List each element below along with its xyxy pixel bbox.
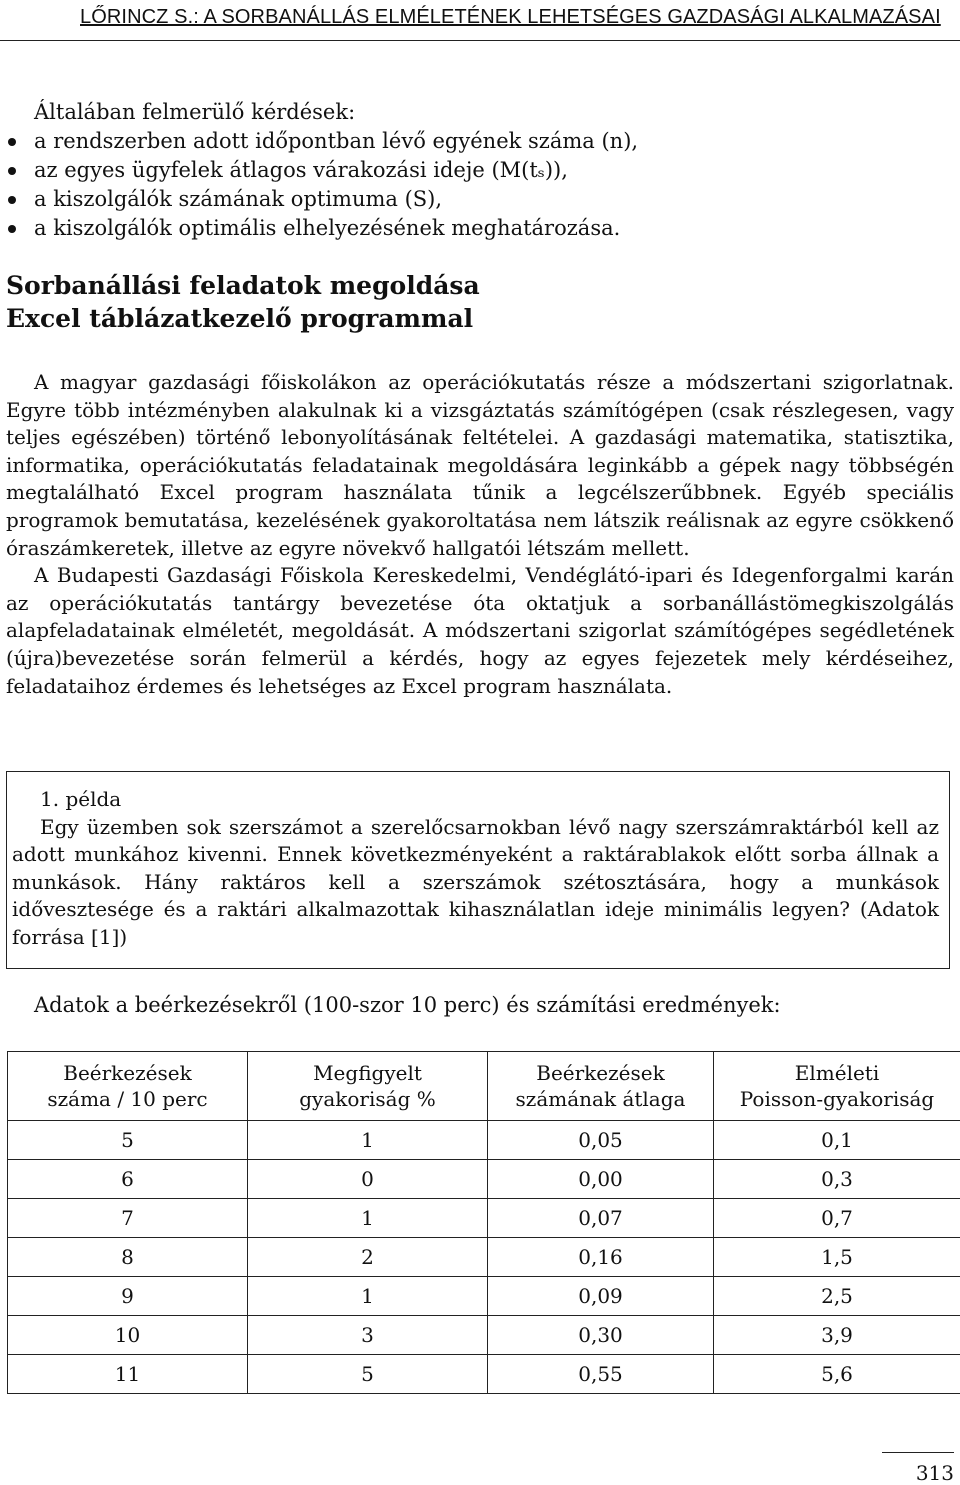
table-cell: 0,05 xyxy=(488,1121,714,1160)
table-cell: 2,5 xyxy=(714,1277,960,1316)
table-cell: 7 xyxy=(8,1199,248,1238)
table-row xyxy=(8,1199,960,1238)
column-header-line: száma / 10 perc xyxy=(47,1087,207,1111)
table-cell: 0,00 xyxy=(488,1160,714,1199)
table-cell: 5 xyxy=(8,1121,248,1160)
column-header-line: Beérkezések xyxy=(536,1061,664,1085)
example-box xyxy=(6,771,950,969)
table-header-row xyxy=(8,1052,960,1121)
list-item: a kiszolgálók optimális elhelyezésének meghatározása. xyxy=(6,214,956,243)
example-text: Egy üzemben sok szerszámot a szerelőcsarnokban lévő nagy szerszámraktárból kell az adott munkához kivenni. Ennek következményeként a raktárablakok előtt sorba állnak a munkások. Hány raktáros kell a szerszámok szétosztására, hogy a munkások idővesztesége és a raktári alkalmazottak kihasználatlan ideje minimális legyen? (Adatok forrása [1]) xyxy=(12,814,939,952)
section-title xyxy=(6,269,480,335)
running-header-title: LŐRINCZ S.: A SORBANÁLLÁS ELMÉLETÉNEK LEHETSÉGES GAZDASÁGI ALKALMAZÁSAI xyxy=(80,6,941,29)
table-cell: 11 xyxy=(8,1355,248,1394)
column-header xyxy=(248,1052,488,1121)
table-cell: 0,16 xyxy=(488,1238,714,1277)
table-cell: 9 xyxy=(8,1277,248,1316)
table-cell: 0,7 xyxy=(714,1199,960,1238)
column-header xyxy=(8,1052,248,1121)
column-header-line: Poisson-gyakoriság xyxy=(740,1087,934,1111)
table-cell: 0,09 xyxy=(488,1277,714,1316)
questions-block xyxy=(6,98,956,243)
table-cell: 0,55 xyxy=(488,1355,714,1394)
column-header-line: Megfigyelt xyxy=(313,1061,422,1085)
list-item: a rendszerben adott időpontban lévő egyének száma (n), xyxy=(6,127,956,156)
table-cell: 3,9 xyxy=(714,1316,960,1355)
questions-list xyxy=(6,127,956,243)
list-item: az egyes ügyfelek átlagos várakozási ideje (M(tₛ)), xyxy=(6,156,956,185)
body-text xyxy=(6,369,954,700)
example-title: 1. példa xyxy=(40,786,939,814)
table-row xyxy=(8,1277,960,1316)
column-header-line: Beérkezések xyxy=(63,1061,191,1085)
table-cell: 0,30 xyxy=(488,1316,714,1355)
table-cell: 1 xyxy=(248,1277,488,1316)
column-header-line: Elméleti xyxy=(795,1061,879,1085)
table-cell: 8 xyxy=(8,1238,248,1277)
table-cell: 0 xyxy=(248,1160,488,1199)
table-cell: 1 xyxy=(248,1121,488,1160)
column-header xyxy=(488,1052,714,1121)
page-number: 313 xyxy=(882,1452,954,1485)
list-item: a kiszolgálók számának optimuma (S), xyxy=(6,185,956,214)
questions-intro: Általában felmerülő kérdések: xyxy=(6,98,956,127)
data-table xyxy=(7,1051,960,1394)
table-cell: 0,3 xyxy=(714,1160,960,1199)
running-header xyxy=(0,0,960,41)
column-header-line: számának átlaga xyxy=(516,1087,686,1111)
table-row xyxy=(8,1160,960,1199)
data-caption: Adatok a beérkezésekről (100-szor 10 perc) és számítási eredmények: xyxy=(34,993,781,1017)
table-row xyxy=(8,1316,960,1355)
table-cell: 1 xyxy=(248,1199,488,1238)
table-row xyxy=(8,1121,960,1160)
section-title-line-1: Sorbanállási feladatok megoldása xyxy=(6,271,480,300)
column-header xyxy=(714,1052,960,1121)
column-header-line: gyakoriság % xyxy=(299,1087,436,1111)
table-cell: 5,6 xyxy=(714,1355,960,1394)
table-row xyxy=(8,1238,960,1277)
paragraph: A Budapesti Gazdasági Főiskola Kereskedelmi, Vendéglátó-ipari és Idegenforgalmi karán az operációkutatás tantárgy bevezetése óta oktatjuk a sorbanállástömegkiszolgálás alapfeladatainak elméletét, megoldását. A módszertani szigorlat számítógépes segédletének (újra)bevezetése során felmerül a kérdés, hogy az egyes fejezetek mely kérdéseihez, feladataihoz érdemes és lehetséges az Excel program használata. xyxy=(6,562,954,700)
table-cell: 0,07 xyxy=(488,1199,714,1238)
paragraph: A magyar gazdasági főiskolákon az operációkutatás része a módszertani szigorlatnak. Egyre több intézményben alakulnak ki a vizsgáztatás számítógépen (csak részlegesen, vagy teljes egészében) történő lebonyolításának feltételei. A gazdasági matematika, statisztika, informatika, operációkutatás feladatainak megoldására leginkább a gépek nagy többségén megtalálható Excel program használata tűnik a legcélszerűbbnek. Egyéb speciális programok bemutatása, kezelésének gyakoroltatása nem látszik reálisnak az egyre csökkenő óraszámkeretek, illetve az egyre növekvő hallgatói létszám mellett. xyxy=(6,369,954,562)
table-cell: 6 xyxy=(8,1160,248,1199)
table-cell: 2 xyxy=(248,1238,488,1277)
table-cell: 3 xyxy=(248,1316,488,1355)
table-cell: 10 xyxy=(8,1316,248,1355)
table-cell: 1,5 xyxy=(714,1238,960,1277)
section-title-line-2: Excel táblázatkezelő programmal xyxy=(6,304,473,333)
table-cell: 5 xyxy=(248,1355,488,1394)
table-row xyxy=(8,1355,960,1394)
table-cell: 0,1 xyxy=(714,1121,960,1160)
